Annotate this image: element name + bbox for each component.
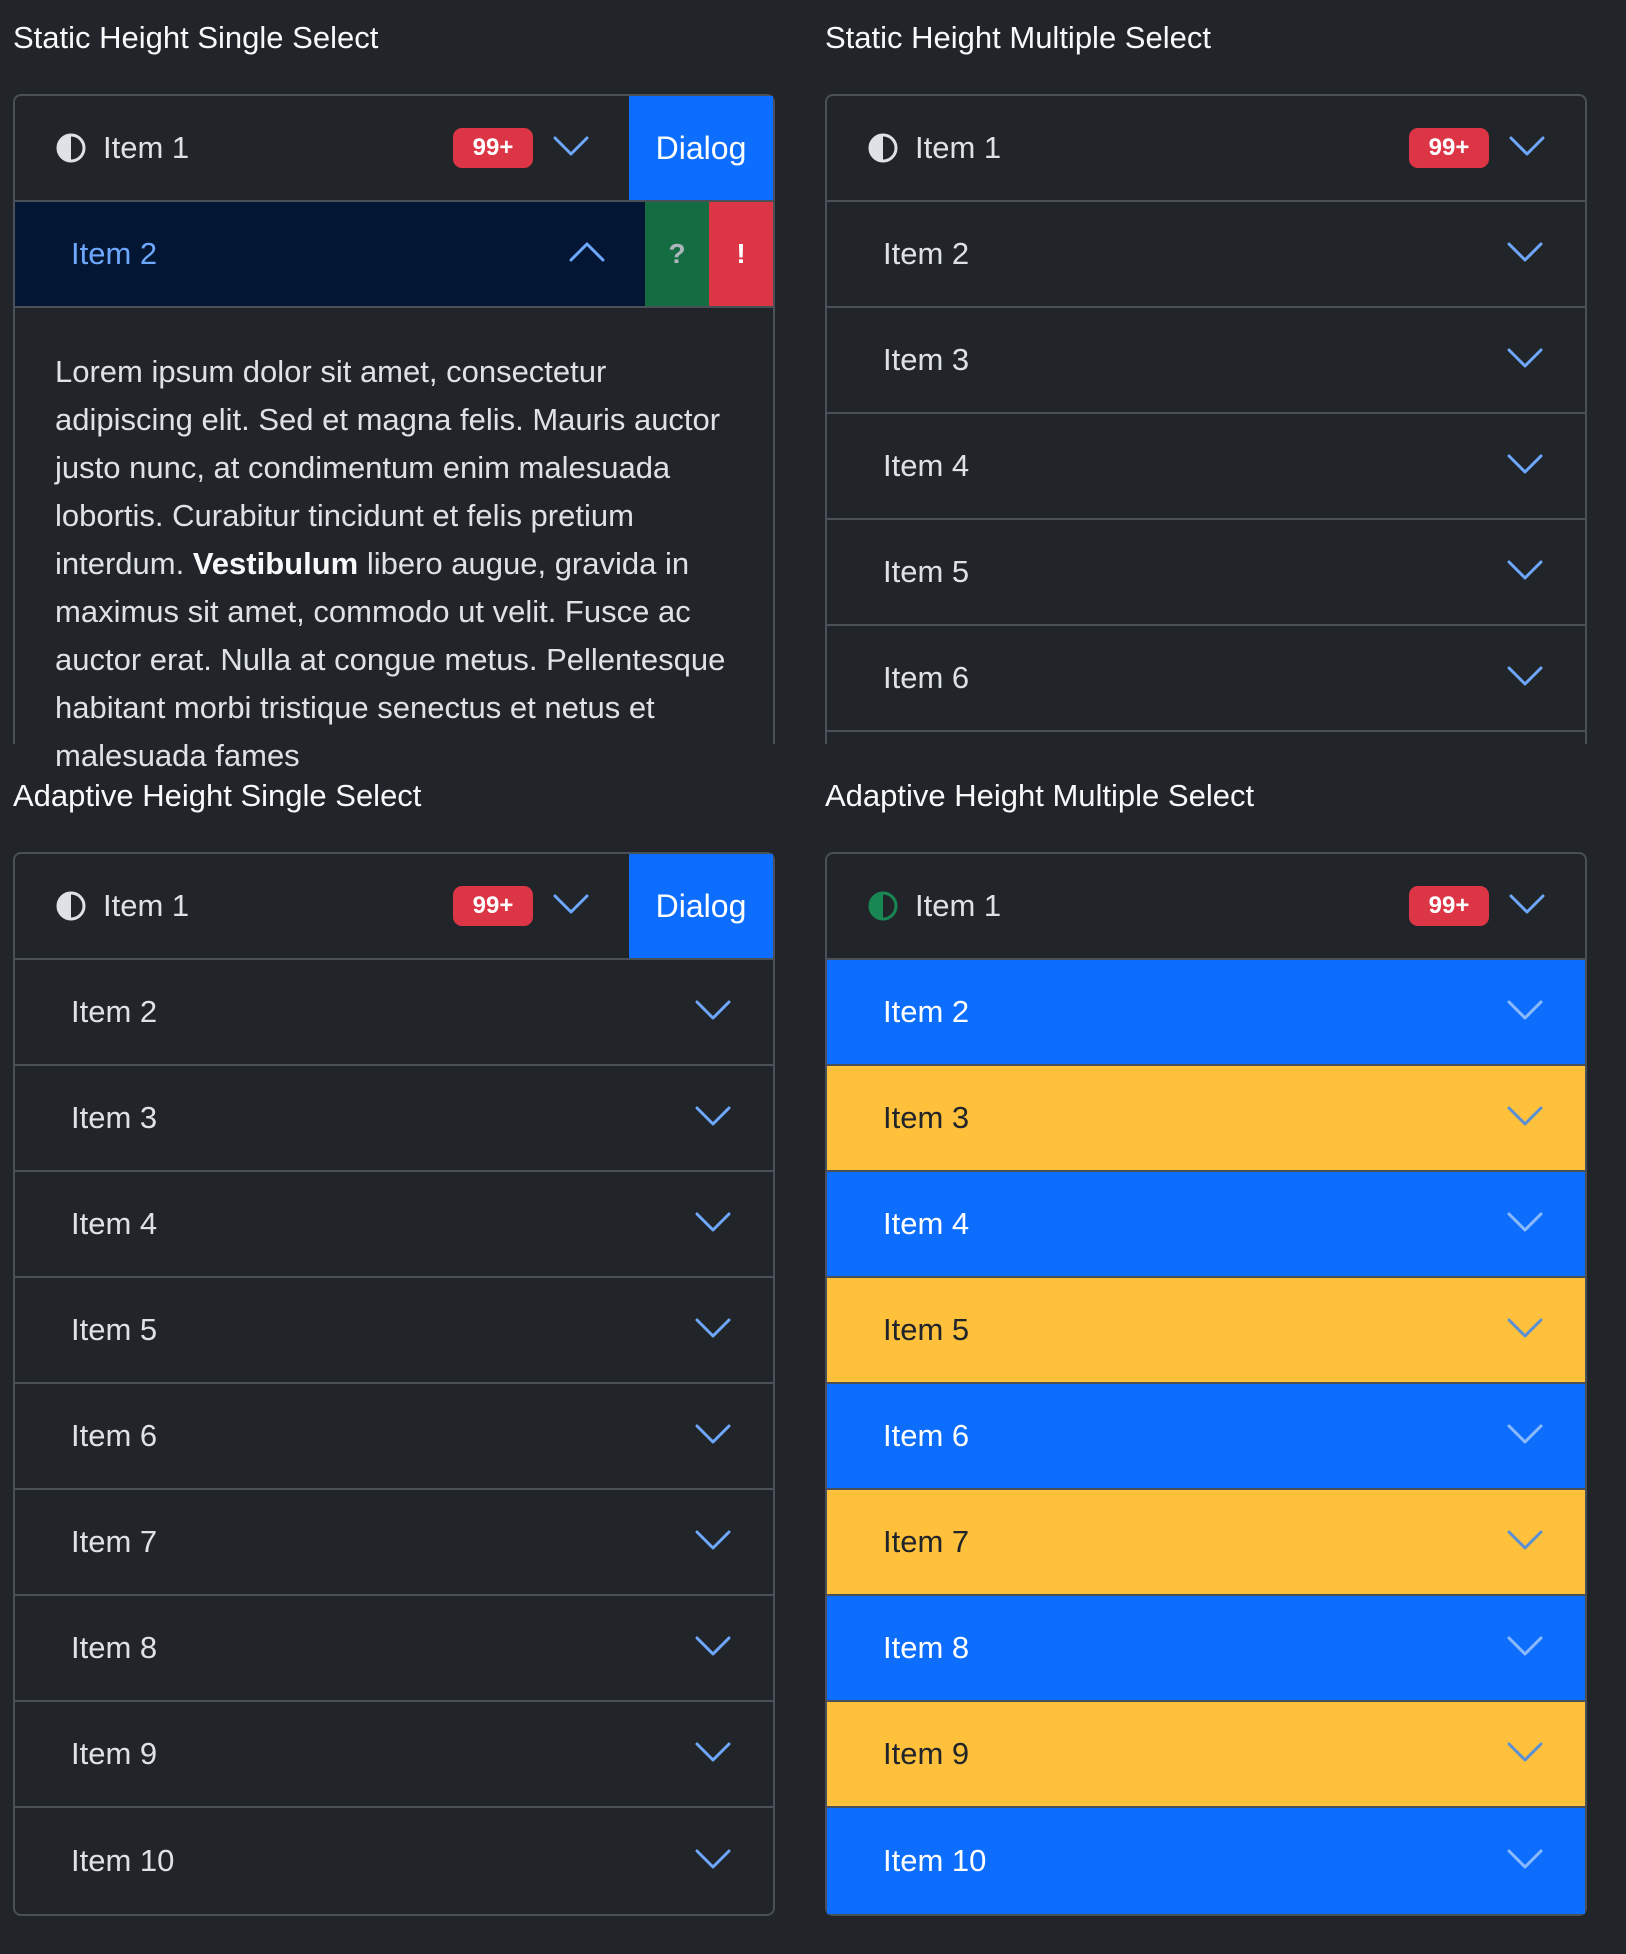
item-label: Item 7: [883, 1524, 970, 1559]
accordion-header-item-3[interactable]: [827, 308, 1585, 414]
item-label: Item 4: [71, 1206, 158, 1241]
adaptive-single-title: Adaptive Height Single Select: [13, 778, 422, 813]
chevron-down-icon[interactable]: [1509, 135, 1545, 157]
chevron-down-icon[interactable]: [695, 1423, 731, 1445]
accordion-header-item-9[interactable]: [827, 1702, 1585, 1808]
half-circle-icon: [867, 132, 899, 164]
item-label: Item 2: [883, 236, 970, 271]
item-label: Item 9: [883, 1736, 970, 1771]
chevron-down-icon[interactable]: [695, 1529, 731, 1551]
item-label: Item 5: [883, 1312, 970, 1347]
item-label: Item 10: [71, 1843, 175, 1878]
accordion-header-item-1[interactable]: [827, 854, 1585, 960]
adaptive-single-accordion: [13, 852, 775, 1916]
chevron-down-icon[interactable]: [1507, 1529, 1543, 1551]
accordion-header-item-6[interactable]: [827, 626, 1585, 732]
item-label: Item 2: [883, 994, 970, 1029]
body-text-bold: Vestibulum: [192, 546, 359, 581]
item-label: Item 2: [71, 994, 158, 1029]
help-button[interactable]: ?: [645, 202, 709, 306]
accordion-header-item-9[interactable]: [15, 1702, 773, 1808]
chevron-down-icon[interactable]: [1507, 241, 1543, 263]
item-label: Item 1: [103, 888, 190, 923]
count-badge: 99+: [453, 886, 533, 926]
body-text-end: libero augue, gravida in maximus sit amet, commodo ut velit. Fusce ac auctor erat. Nulla at congue metus. Pellentesque habitant morbi tristique senectus et netus et malesuada fames: [55, 546, 726, 773]
accordion-header-item-6[interactable]: [15, 1384, 773, 1490]
item-label: Item 1: [103, 130, 190, 165]
accordion-header-item-10[interactable]: [827, 1808, 1585, 1914]
item-label: Item 5: [71, 1312, 158, 1347]
accordion-header-item-5[interactable]: [15, 1278, 773, 1384]
accordion-header-item-7[interactable]: [15, 1490, 773, 1596]
accordion-header-item-2[interactable]: [827, 202, 1585, 308]
chevron-down-icon[interactable]: [695, 1635, 731, 1657]
item-label: Item 6: [71, 1418, 158, 1453]
item-label: Item 8: [71, 1630, 158, 1665]
chevron-down-icon[interactable]: [553, 135, 589, 157]
item-label: Item 3: [71, 1100, 158, 1135]
accordion-header-item-8[interactable]: [827, 1596, 1585, 1702]
item-label: Item 6: [883, 660, 970, 695]
item-label: Item 10: [883, 1843, 987, 1878]
chevron-down-icon[interactable]: [1509, 893, 1545, 915]
dialog-button[interactable]: Dialog: [629, 96, 773, 200]
accordion-header-item-4[interactable]: [827, 1172, 1585, 1278]
static-multi-accordion: [825, 94, 1587, 744]
chevron-down-icon[interactable]: [695, 1317, 731, 1339]
chevron-down-icon[interactable]: [695, 1741, 731, 1763]
accordion-header-item-2[interactable]: [827, 960, 1585, 1066]
chevron-up-icon[interactable]: [569, 241, 605, 263]
chevron-down-icon[interactable]: [1507, 347, 1543, 369]
item-label: Item 7: [71, 1524, 158, 1559]
alert-button[interactable]: !: [709, 202, 773, 306]
body-text-start: Lorem ipsum dolor sit amet, consectetur adipiscing elit. Sed et magna felis. Mauris auctor justo nunc, at condimentum enim malesuada lobortis. Curabitur tincidunt et felis pretium interdum.: [55, 354, 721, 581]
accordion-header-item-1[interactable]: [15, 96, 773, 202]
item-label: Item 5: [883, 554, 970, 589]
static-single-accordion: [13, 94, 775, 773]
item-label: Item 3: [883, 342, 970, 377]
chevron-down-icon[interactable]: [1507, 1423, 1543, 1445]
adaptive-multi-accordion: [825, 852, 1587, 1916]
chevron-down-icon[interactable]: [1507, 1317, 1543, 1339]
count-badge: 99+: [453, 128, 533, 168]
chevron-down-icon[interactable]: [695, 1105, 731, 1127]
chevron-down-icon[interactable]: [1507, 1635, 1543, 1657]
accordion-header-item-8[interactable]: [15, 1596, 773, 1702]
chevron-down-icon[interactable]: [1507, 665, 1543, 687]
accordion-header-item-5[interactable]: [827, 1278, 1585, 1384]
accordion-body: [15, 308, 773, 773]
dialog-button[interactable]: Dialog: [629, 854, 773, 958]
half-circle-icon: [55, 890, 87, 922]
chevron-down-icon[interactable]: [1507, 999, 1543, 1021]
count-badge: 99+: [1409, 886, 1489, 926]
chevron-down-icon[interactable]: [553, 893, 589, 915]
item-label: Item 1: [915, 130, 1002, 165]
item-label: Item 8: [883, 1630, 970, 1665]
chevron-down-icon[interactable]: [1507, 1105, 1543, 1127]
chevron-down-icon[interactable]: [1507, 1741, 1543, 1763]
item-label: Item 1: [915, 888, 1002, 923]
accordion-header-item-3[interactable]: [15, 1066, 773, 1172]
accordion-header-item-6[interactable]: [827, 1384, 1585, 1490]
chevron-down-icon[interactable]: [1507, 453, 1543, 475]
accordion-header-item-5[interactable]: [827, 520, 1585, 626]
accordion-header-item-1[interactable]: [827, 96, 1585, 202]
static-multi-title: Static Height Multiple Select: [825, 20, 1211, 55]
accordion-header-item-7[interactable]: [827, 1490, 1585, 1596]
accordion-header-item-10[interactable]: [15, 1808, 773, 1914]
adaptive-multi-title: Adaptive Height Multiple Select: [825, 778, 1255, 813]
chevron-down-icon[interactable]: [1507, 559, 1543, 581]
accordion-header-item-4[interactable]: [827, 414, 1585, 520]
chevron-down-icon[interactable]: [1507, 1848, 1543, 1870]
item-label: Item 4: [883, 1206, 970, 1241]
count-badge: 99+: [1409, 128, 1489, 168]
accordion-header-item-3[interactable]: [827, 1066, 1585, 1172]
chevron-down-icon[interactable]: [695, 1211, 731, 1233]
chevron-down-icon[interactable]: [695, 1848, 731, 1870]
accordion-header-item-4[interactable]: [15, 1172, 773, 1278]
half-circle-icon: [55, 132, 87, 164]
item-label: Item 4: [883, 448, 970, 483]
accordion-header-item-1[interactable]: [15, 854, 773, 960]
static-single-title: Static Height Single Select: [13, 20, 379, 55]
chevron-down-icon[interactable]: [695, 999, 731, 1021]
item-label: Item 2: [71, 236, 158, 271]
item-label: Item 6: [883, 1418, 970, 1453]
item-label: Item 3: [883, 1100, 970, 1135]
accordion-header-item-2[interactable]: [15, 960, 773, 1066]
accordion-header-item-2[interactable]: [15, 202, 773, 308]
half-circle-icon: [867, 890, 899, 922]
chevron-down-icon[interactable]: [1507, 1211, 1543, 1233]
item-label: Item 9: [71, 1736, 158, 1771]
